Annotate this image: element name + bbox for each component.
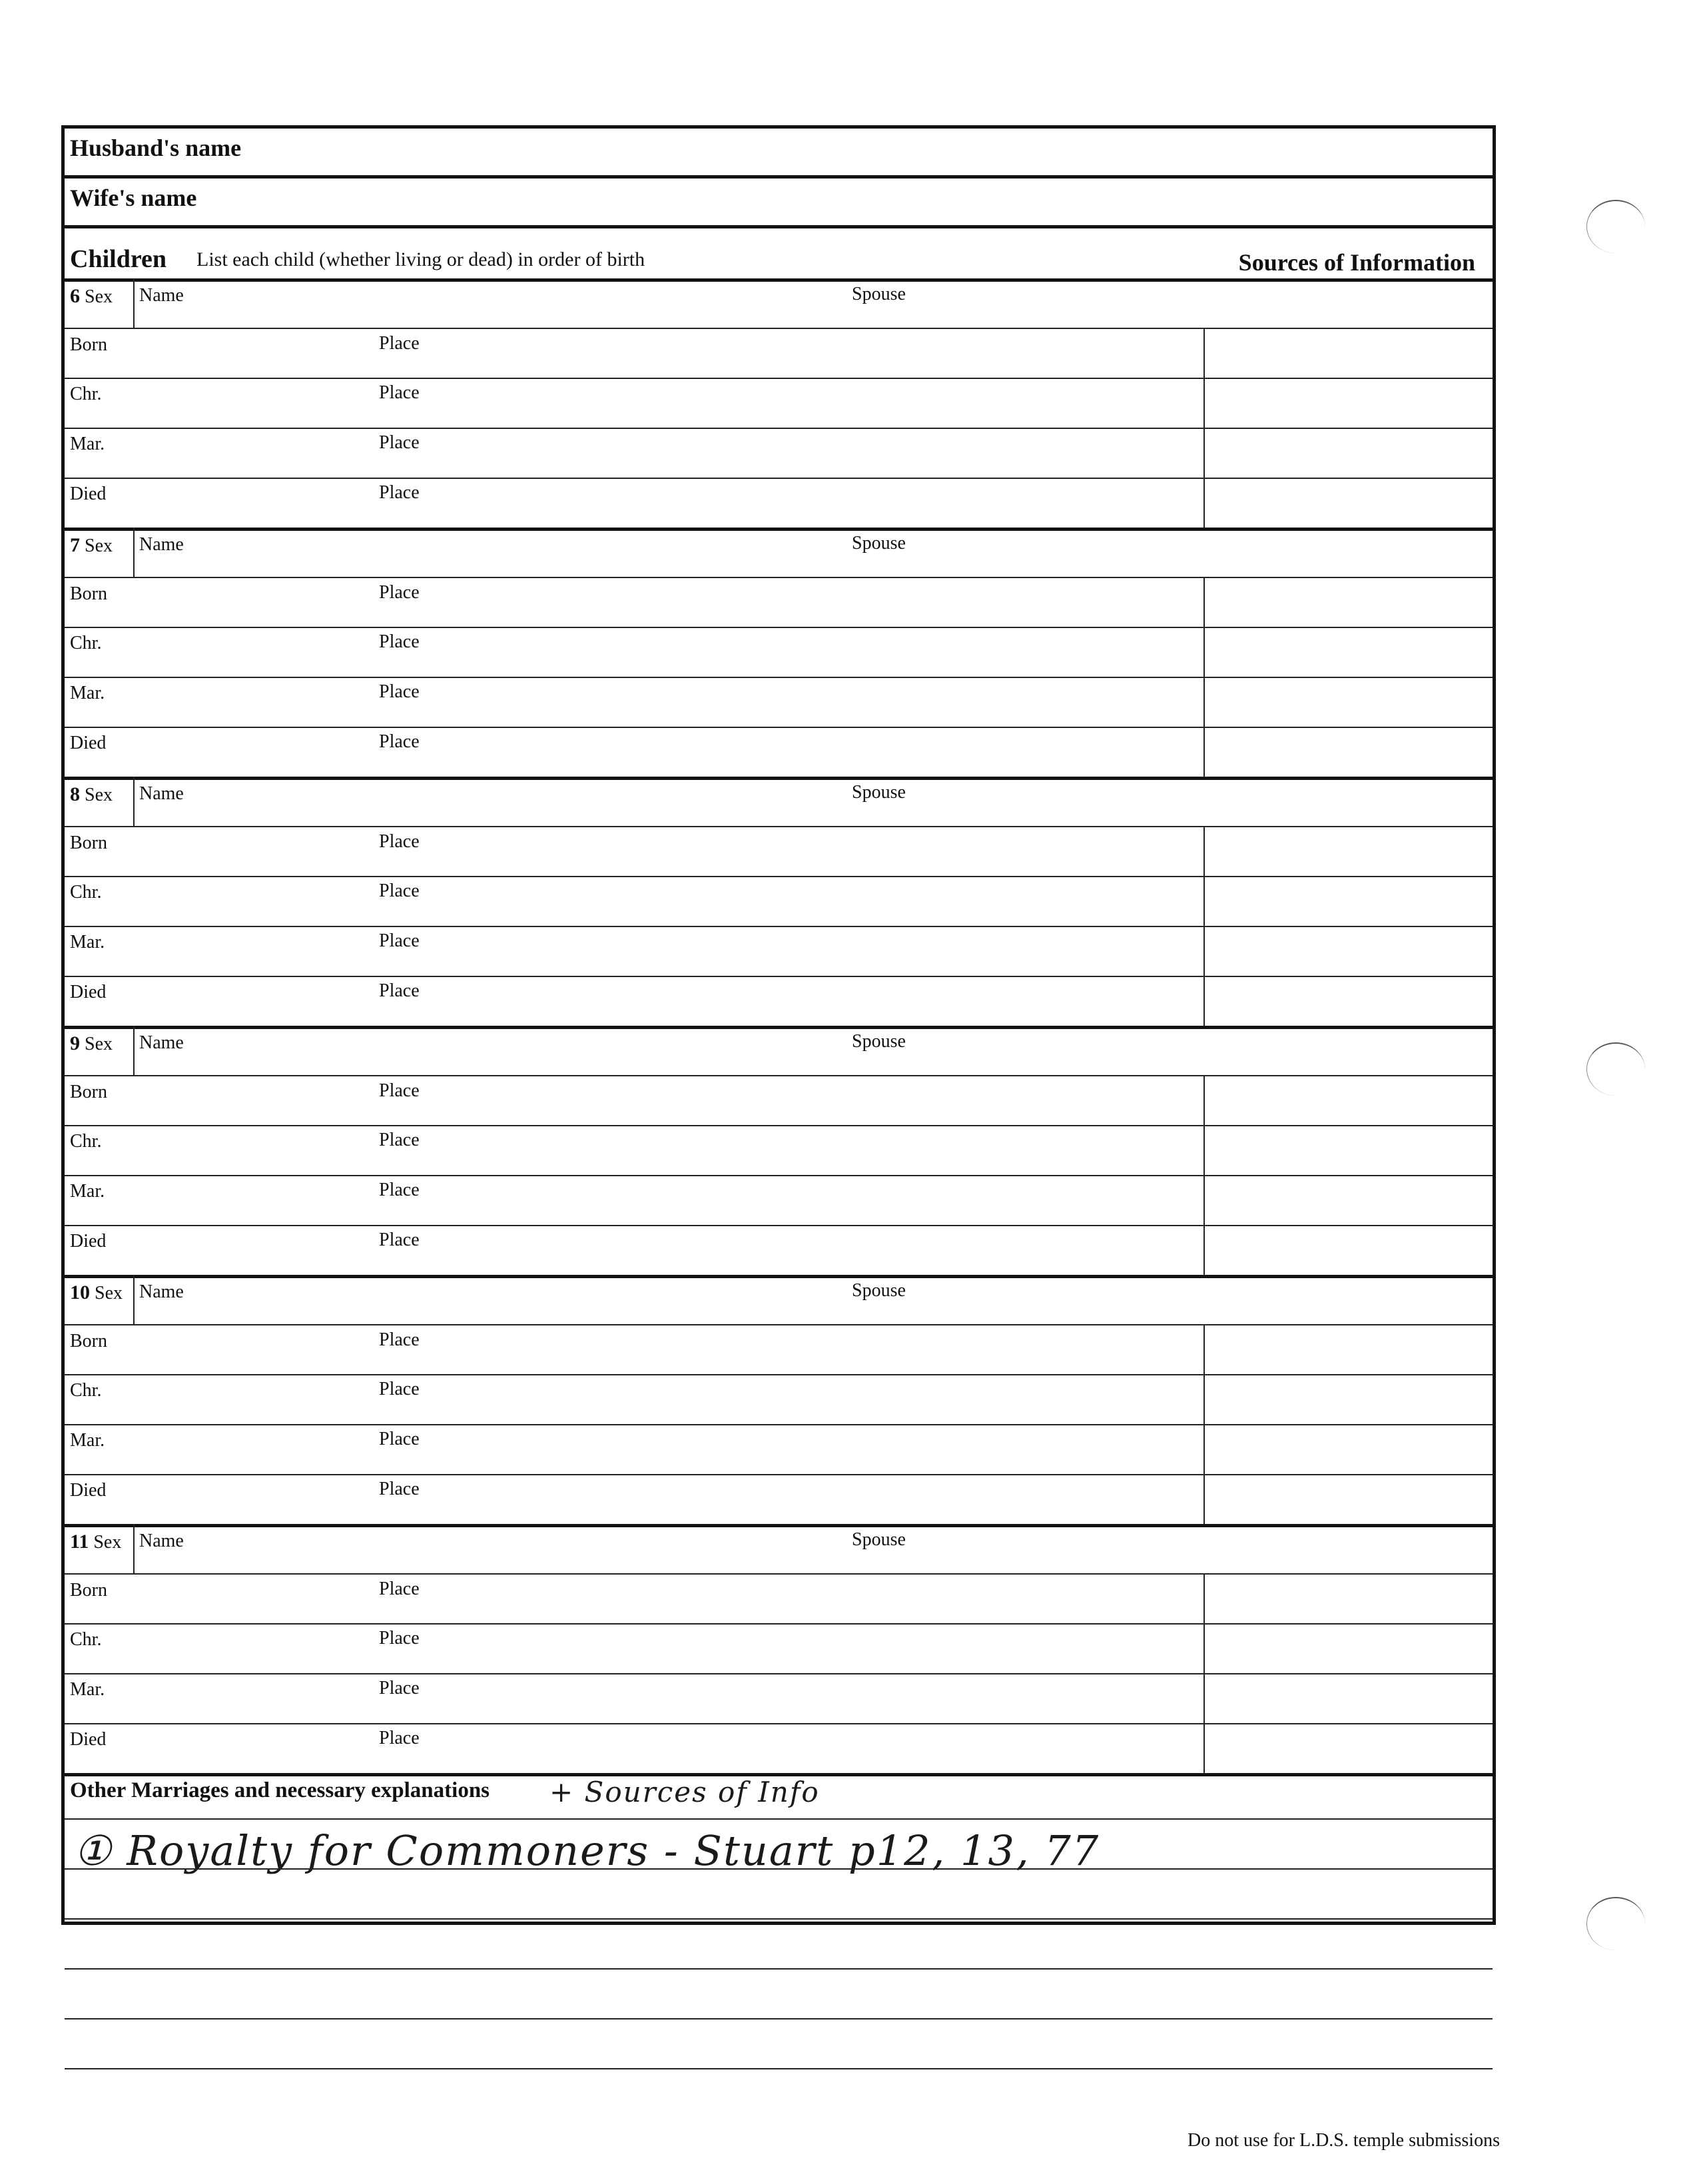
- child-number: 11: [70, 1531, 89, 1553]
- handwritten-sources-heading: + Sources of Info: [549, 1776, 820, 1808]
- born-label[interactable]: Born: [70, 1580, 107, 1601]
- died-label[interactable]: Died: [70, 982, 107, 1002]
- child-name-label[interactable]: Name: [139, 534, 184, 555]
- child-spouse-label[interactable]: Spouse: [852, 1529, 906, 1550]
- born-place-label[interactable]: Place: [379, 333, 420, 354]
- born-place-label[interactable]: Place: [379, 1329, 420, 1350]
- sex-label: Sex: [85, 785, 113, 805]
- born-label[interactable]: Born: [70, 1082, 107, 1102]
- child-sex-field[interactable]: [70, 1531, 121, 1553]
- children-instruction: List each child (whether living or dead) in order of birth: [196, 248, 645, 270]
- child-spouse-label[interactable]: Spouse: [852, 782, 906, 803]
- child-sex-field[interactable]: [70, 534, 113, 557]
- wife-name-label: Wife's name: [70, 184, 197, 211]
- child-name-label[interactable]: Name: [139, 1032, 184, 1053]
- child-number: 6: [70, 285, 80, 307]
- child-sex-field[interactable]: [70, 1281, 123, 1304]
- child-sex-field[interactable]: [70, 285, 113, 308]
- child-block-7: [65, 528, 1493, 777]
- sex-label: Sex: [85, 286, 113, 307]
- died-place-label[interactable]: Place: [379, 1728, 420, 1748]
- mar-place-label[interactable]: Place: [379, 930, 420, 951]
- chr-place-label[interactable]: Place: [379, 1130, 420, 1150]
- died-place-label[interactable]: Place: [379, 980, 420, 1001]
- mar-label[interactable]: Mar.: [70, 434, 105, 454]
- children-title: Children: [70, 245, 167, 273]
- died-label[interactable]: Died: [70, 1231, 107, 1252]
- child-block-11: [65, 1524, 1493, 1773]
- child-sex-field[interactable]: [70, 1032, 113, 1055]
- other-marriages-section[interactable]: [65, 1773, 1493, 1925]
- child-block-6: [65, 278, 1493, 528]
- born-place-label[interactable]: Place: [379, 582, 420, 603]
- children-header: [65, 228, 1493, 280]
- child-name-label[interactable]: Name: [139, 285, 184, 306]
- sex-label: Sex: [95, 1283, 123, 1303]
- mar-label[interactable]: Mar.: [70, 1679, 105, 1700]
- footer-note: Do not use for L.D.S. temple submissions: [1187, 2130, 1500, 2151]
- binder-hole-top: [1586, 200, 1645, 253]
- child-name-label[interactable]: Name: [139, 1531, 184, 1551]
- husband-name-label: Husband's name: [70, 135, 242, 161]
- mar-label[interactable]: Mar.: [70, 683, 105, 703]
- husband-row[interactable]: [65, 129, 1493, 179]
- chr-place-label[interactable]: Place: [379, 1379, 420, 1399]
- died-label[interactable]: Died: [70, 1480, 107, 1501]
- sources-of-information-title: Sources of Information: [1238, 249, 1475, 276]
- sex-label: Sex: [93, 1532, 122, 1553]
- child-spouse-label[interactable]: Spouse: [852, 1280, 906, 1301]
- mar-place-label[interactable]: Place: [379, 1180, 420, 1200]
- sex-label: Sex: [85, 536, 113, 556]
- died-place-label[interactable]: Place: [379, 1230, 420, 1250]
- child-name-label[interactable]: Name: [139, 1281, 184, 1302]
- binder-hole-bottom: [1586, 1897, 1645, 1950]
- died-label[interactable]: Died: [70, 484, 107, 504]
- handwritten-source-entry: ① Royalty for Commoners - Stuart p12, 13, 77: [74, 1826, 1100, 1875]
- child-number: 10: [70, 1281, 90, 1303]
- born-place-label[interactable]: Place: [379, 1080, 420, 1101]
- child-number: 9: [70, 1032, 80, 1054]
- died-label[interactable]: Died: [70, 1729, 107, 1750]
- other-marriages-title: Other Marriages and necessary explanations: [70, 1778, 490, 1802]
- child-block-8: [65, 777, 1493, 1026]
- mar-place-label[interactable]: Place: [379, 1678, 420, 1698]
- chr-label[interactable]: Chr.: [70, 384, 102, 404]
- chr-label[interactable]: Chr.: [70, 1131, 102, 1152]
- chr-label[interactable]: Chr.: [70, 1380, 102, 1401]
- born-label[interactable]: Born: [70, 583, 107, 604]
- child-spouse-label[interactable]: Spouse: [852, 284, 906, 304]
- child-spouse-label[interactable]: Spouse: [852, 1031, 906, 1052]
- born-label[interactable]: Born: [70, 334, 107, 355]
- child-number: 7: [70, 534, 80, 556]
- mar-label[interactable]: Mar.: [70, 1181, 105, 1202]
- chr-place-label[interactable]: Place: [379, 881, 420, 901]
- child-block-9: [65, 1026, 1493, 1275]
- died-place-label[interactable]: Place: [379, 1479, 420, 1499]
- chr-label[interactable]: Chr.: [70, 633, 102, 653]
- wife-row[interactable]: [65, 179, 1493, 228]
- died-label[interactable]: Died: [70, 733, 107, 753]
- chr-label[interactable]: Chr.: [70, 1629, 102, 1650]
- died-place-label[interactable]: Place: [379, 731, 420, 752]
- sex-label: Sex: [85, 1034, 113, 1054]
- chr-place-label[interactable]: Place: [379, 631, 420, 652]
- mar-place-label[interactable]: Place: [379, 1429, 420, 1449]
- chr-place-label[interactable]: Place: [379, 382, 420, 403]
- child-sex-field[interactable]: [70, 783, 113, 806]
- family-group-record-form: [61, 125, 1496, 1925]
- mar-label[interactable]: Mar.: [70, 932, 105, 952]
- born-place-label[interactable]: Place: [379, 831, 420, 852]
- mar-label[interactable]: Mar.: [70, 1430, 105, 1451]
- chr-place-label[interactable]: Place: [379, 1628, 420, 1648]
- died-place-label[interactable]: Place: [379, 482, 420, 503]
- mar-place-label[interactable]: Place: [379, 432, 420, 453]
- child-spouse-label[interactable]: Spouse: [852, 533, 906, 553]
- child-number: 8: [70, 783, 80, 805]
- chr-label[interactable]: Chr.: [70, 882, 102, 903]
- child-name-label[interactable]: Name: [139, 783, 184, 804]
- child-block-10: [65, 1275, 1493, 1524]
- binder-hole-middle: [1586, 1042, 1645, 1096]
- born-label[interactable]: Born: [70, 1331, 107, 1351]
- born-label[interactable]: Born: [70, 833, 107, 853]
- born-place-label[interactable]: Place: [379, 1579, 420, 1599]
- mar-place-label[interactable]: Place: [379, 681, 420, 702]
